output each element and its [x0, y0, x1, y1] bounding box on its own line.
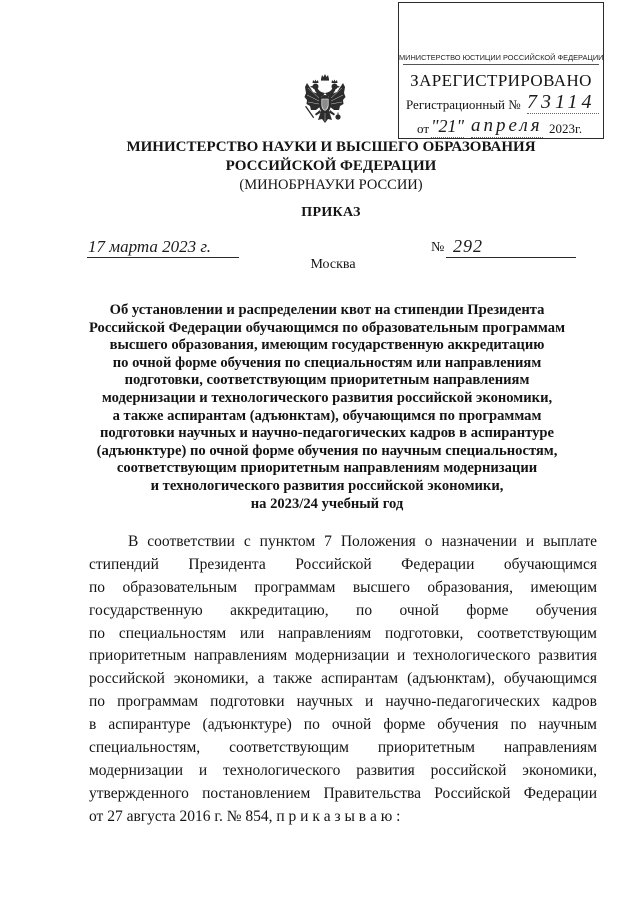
order-title-line: (адъюнктуре) по очной форме обучения по научным специальностям, — [96, 442, 558, 459]
ministry-name-line-1: МИНИСТЕРСТВО НАУКИ И ВЫСШЕГО ОБРАЗОВАНИЯ — [126, 139, 536, 155]
stamp-divider — [403, 64, 599, 65]
order-number: 292 — [453, 236, 483, 256]
coat-of-arms-icon-graphic — [303, 73, 347, 127]
order-title-line: подготовки научных и научно-педагогических кадров в аспирантуре — [100, 425, 554, 442]
body-line: специальностям, соответствующим приоритетным направлениям — [89, 739, 597, 757]
body-line: утвержденного постановлением Правительства Российской Федерации — [89, 784, 597, 802]
body-line: приоритетным направлениям модернизации и технологического развития — [89, 647, 597, 665]
order-date: 17 марта 2023 г. — [88, 237, 212, 256]
body-line: модернизации и технологического развития российской экономики, — [89, 761, 597, 779]
stamp-date-prefix: от — [417, 121, 430, 136]
stamp-date-day: "21" — [431, 116, 465, 136]
order-title-line: Об установлении и распределении квот на стипендии Президента — [109, 302, 545, 318]
order-title-line: на 2023/24 учебный год — [250, 495, 404, 512]
order-number-underline — [446, 257, 576, 258]
body-line: по специальностям или направлениям подготовки, соответствующим — [89, 624, 597, 642]
stamp-registration-number: 73114 — [527, 91, 599, 114]
body-line: российской экономики, а также аспирантам (адъюнктам), обучающимся — [89, 670, 597, 688]
order-title-line: а также аспирантам (адъюнктам), обучающимся по программам — [112, 407, 542, 424]
document-type: ПРИКАЗ — [301, 205, 361, 220]
stamp-registration-label: Регистрационный № — [406, 97, 521, 112]
stamp-status: ЗАРЕГИСТРИРОВАНО — [410, 71, 592, 90]
order-body-paragraph — [89, 531, 597, 829]
order-title-line: по очной форме обучения по специальностям или направлениям — [112, 354, 542, 371]
order-title-line: и технологического развития российской экономики, — [150, 477, 504, 494]
order-title-line: Российской Федерации обучающимся по образовательным программам — [88, 319, 566, 336]
order-number-sign: № — [431, 240, 445, 255]
order-title-line: модернизации и технологического развития российской экономики, — [101, 389, 553, 406]
body-line: В соответствии с пунктом 7 Положения о назначении и выплате — [128, 533, 597, 550]
order-city: Москва — [310, 257, 356, 272]
coat-of-arms-icon — [303, 73, 347, 127]
ministry-header — [62, 138, 600, 195]
body-line: по образовательным программам высшего образования, имеющим — [89, 578, 597, 596]
order-date-underline — [87, 257, 239, 258]
body-line: государственную аккредитацию, по очной форме обучения — [89, 601, 597, 619]
order-title-line: высшего образования, имеющим государственную аккредитацию — [109, 337, 545, 354]
body-line: в аспирантуре (адъюнктуре) по очной форме обучения по научным — [89, 716, 597, 734]
body-line-ordering-clause: от 27 августа 2016 г. № 854, п р и к а з ы в а ю : — [89, 807, 401, 825]
stamp-authority: МИНИСТЕРСТВО ЮСТИЦИИ РОССИЙСКОЙ ФЕДЕРАЦИИ — [399, 53, 604, 62]
body-line: по программам подготовки научных и научно-педагогических кадров — [89, 693, 597, 711]
stamp-date-year: 2023г. — [549, 121, 583, 136]
ministry-short-name: (МИНОБРНАУКИ РОССИИ) — [239, 177, 423, 193]
order-title-line: соответствующим приоритетным направлениям модернизации — [116, 460, 538, 477]
order-title-line: подготовки, соответствующим приоритетным направлениям — [124, 372, 530, 389]
registration-stamp — [398, 2, 604, 139]
ministry-name-line-2: РОССИЙСКОЙ ФЕДЕРАЦИИ — [225, 158, 437, 174]
stamp-date-month: апреля — [471, 115, 543, 136]
body-line: стипендий Президента Российской Федерации обучающимся — [89, 555, 597, 573]
order-title — [60, 302, 594, 513]
